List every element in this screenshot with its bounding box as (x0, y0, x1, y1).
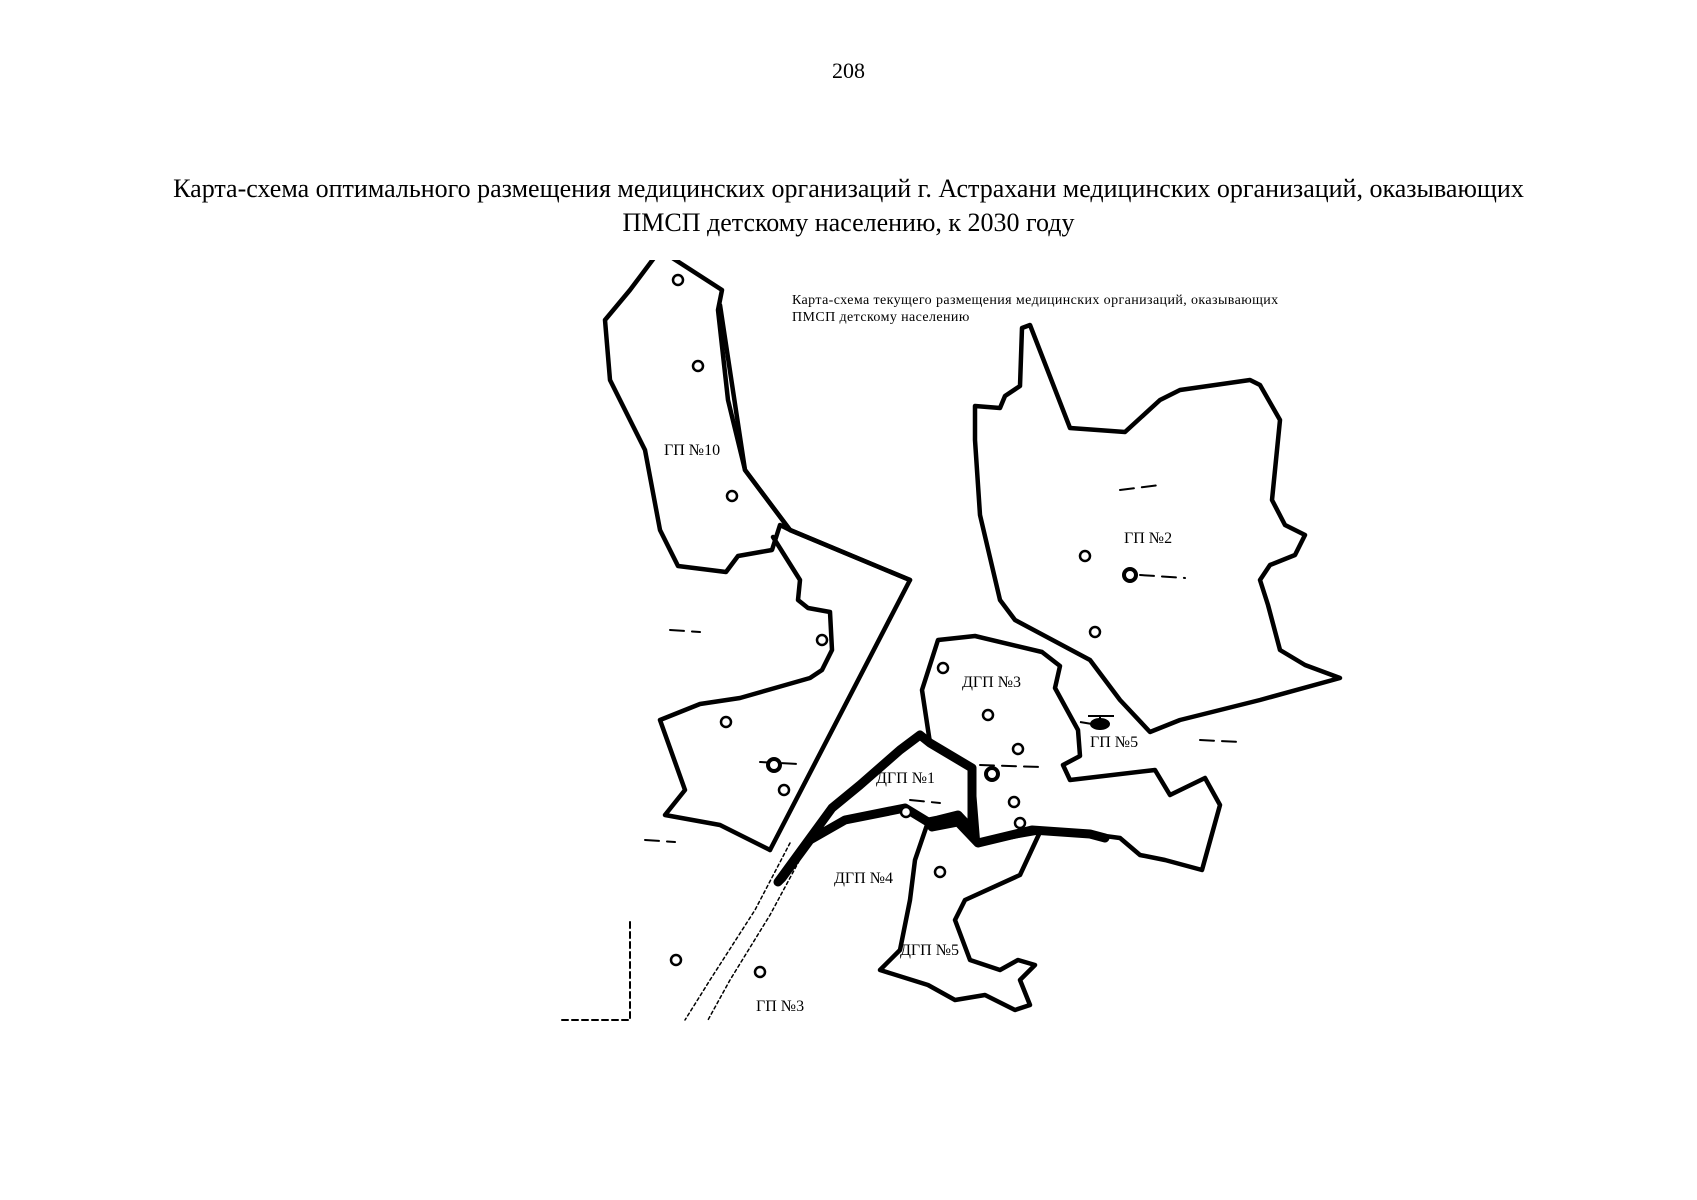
zone-label-gp2: ГП №2 (1124, 530, 1173, 547)
zone-label-dgp1: ДГП №1 (876, 770, 935, 787)
zone-boundary-dgp1 (778, 735, 972, 882)
main-facility-marker (768, 759, 780, 771)
facility-marker (935, 867, 945, 877)
page-number: 208 (832, 58, 865, 83)
facility-marker (727, 491, 737, 501)
map-drawing (560, 260, 1460, 1130)
facility-marker (983, 710, 993, 720)
helicopter-icon (1080, 716, 1114, 729)
zone-label-gp3: ГП №3 (756, 998, 805, 1015)
zone-label-dgp3: ДГП №3 (962, 674, 1021, 691)
zone-boundary-southwest (660, 537, 832, 850)
facility-marker (901, 807, 911, 817)
facility-marker (721, 717, 731, 727)
facility-marker (755, 967, 765, 977)
facility-marker (671, 955, 681, 965)
zone-label-gp10: ГП №10 (664, 442, 721, 459)
facility-marker (1009, 797, 1019, 807)
facility-marker (817, 635, 827, 645)
facility-marker (779, 785, 789, 795)
facility-marker (1080, 551, 1090, 561)
map-caption-line-1: Карта-схема текущего размещения медицинских организаций, оказывающих (792, 293, 1279, 308)
zone-label-dgp4: ДГП №4 (834, 870, 893, 887)
facility-marker (1013, 744, 1023, 754)
facility-marker (693, 361, 703, 371)
facility-marker (938, 663, 948, 673)
district-map (560, 260, 1460, 1130)
zone-label-dgp5: ДГП №5 (900, 942, 959, 959)
page-title (60, 172, 1637, 240)
main-facility-marker (986, 768, 998, 780)
zone-boundary-gp2 (975, 325, 1340, 732)
map-caption-line-2: ПМСП детскому населению (792, 310, 970, 325)
main-facility-marker (1124, 569, 1136, 581)
facility-marker (1090, 627, 1100, 637)
title-line-2: ПМСП детскому населению, к 2030 году (622, 208, 1075, 237)
zone-label-gp5: ГП №5 (1090, 734, 1139, 751)
title-line-1: Карта-схема оптимального размещения медицинских организаций г. Астрахани медицинских организаций, оказывающих (173, 174, 1524, 203)
facility-marker (1015, 818, 1025, 828)
facility-marker (673, 275, 683, 285)
zone-boundary-dgp5 (880, 822, 1040, 1010)
map-caption (792, 292, 1279, 326)
